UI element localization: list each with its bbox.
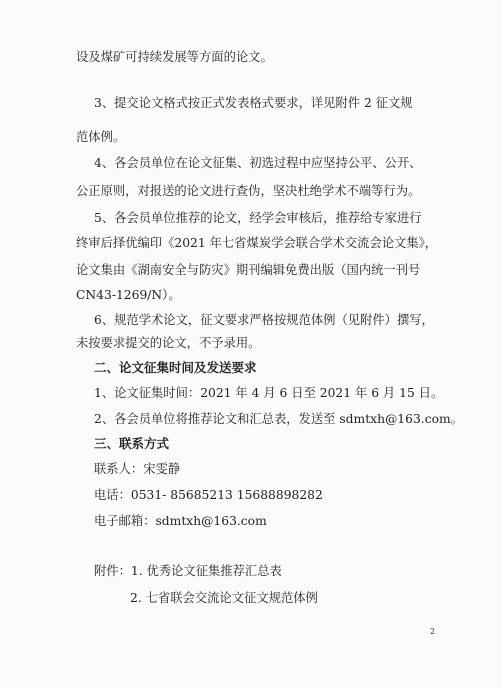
paragraph-6-line-1: 6、规范学术论文，征文要求严格按规范体例（见附件）撰写，	[94, 313, 434, 327]
section-2-line-1: 1、论文征集时间：2021 年 4 月 6 日至 2021 年 6 月 15 日。	[94, 386, 444, 400]
contact-email: 电子邮箱：sdmtxh@163.com	[94, 514, 267, 528]
paragraph-5-line-1: 5、各会员单位推荐的论文，经学会审核后，推荐给专家进行	[94, 211, 422, 225]
attachment-1: 附件：1. 优秀论文征集推荐汇总表	[94, 564, 282, 578]
section-2-heading: 二、论文征集时间及发送要求	[94, 360, 257, 375]
paragraph-5-line-2: 终审后择优编印《2021 年七省煤炭学会联合学术交流会论文集》，	[76, 236, 438, 250]
contact-person: 联系人：宋雯静	[94, 462, 181, 476]
paragraph-5-line-4: CN43-1269/N）。	[76, 288, 181, 302]
page-number: 2	[430, 627, 436, 636]
paragraph-4-line-1: 4、各会员单位在论文征集、初选过程中应坚持公平、公开、	[94, 156, 422, 170]
paragraph-3-line-2: 范体例。	[76, 130, 126, 144]
paragraph-4-line-2: 公正原则，对报送的论文进行查伪，坚决杜绝学术不端等行为。	[76, 184, 421, 198]
contact-phone: 电话：0531- 85685213 15688898282	[94, 488, 323, 502]
section-2-line-2: 2、各会员单位将推荐论文和汇总表，发送至 sdmtxh@163.com。	[94, 412, 463, 426]
section-3-heading: 三、联系方式	[94, 436, 170, 451]
paragraph-6-line-2: 未按要求提交的论文，不予录用。	[76, 336, 261, 350]
paragraph-5-line-3: 论文集由《湖南安全与防灾》期刊编辑免费出版（国内统一刊号	[76, 263, 421, 277]
paragraph-2-continuation: 设及煤矿可持续发展等方面的论文。	[76, 50, 273, 64]
paragraph-3-line-1: 3、提交论文格式按正式发表格式要求，详见附件 2 征文规	[94, 96, 413, 110]
attachment-2: 2. 七省联会交流论文征文规范体例	[130, 591, 318, 605]
